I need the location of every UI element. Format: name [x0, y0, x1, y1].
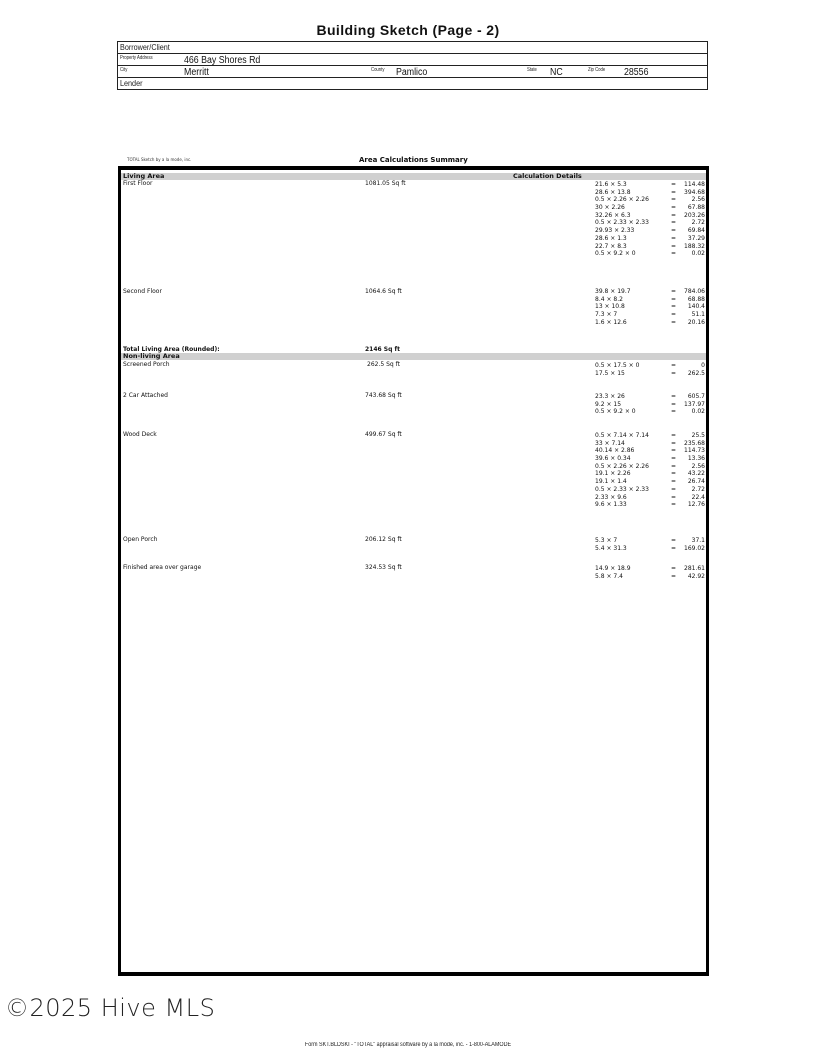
calc-result: 114.73 — [684, 447, 705, 455]
non-living-area-header: Non-living Area — [123, 352, 180, 360]
calc-list — [595, 181, 706, 258]
calc-eq: = — [671, 196, 677, 204]
calc-result: 37.1 — [691, 537, 705, 544]
calculation-details-header: Calculation Details — [513, 172, 582, 180]
calc-eq: = — [671, 537, 677, 544]
area-value: 262.5 Sq ft — [367, 361, 400, 368]
address-value: 466 Bay Shores Rd — [184, 55, 261, 66]
calc-result: 25.5 — [691, 432, 705, 439]
calc-expr: 1.6 × 12.6 — [595, 318, 627, 326]
calc-eq: = — [671, 455, 677, 463]
calc-eq: = — [671, 242, 677, 250]
calc-result: 203.26 — [684, 211, 705, 219]
calc-expr: 29.93 × 2.33 — [595, 227, 635, 235]
calc-eq: = — [671, 462, 677, 470]
calc-line — [595, 573, 706, 581]
calc-result: 140.4 — [687, 303, 705, 311]
calc-result: 20.16 — [687, 318, 705, 326]
calc-line — [595, 311, 706, 319]
calc-result: 68.88 — [687, 295, 705, 303]
calc-eq: = — [671, 369, 677, 377]
calc-result: 13.36 — [687, 455, 705, 463]
lender-row — [118, 78, 707, 89]
calc-line — [595, 296, 706, 304]
calc-expr: 19.1 × 2.26 — [595, 470, 631, 478]
calc-line — [595, 235, 706, 243]
calc-expr: 0.5 × 2.33 × 2.33 — [595, 219, 649, 227]
calc-result: 137.97 — [684, 400, 705, 408]
total-living-label: Total Living Area (Rounded): — [123, 346, 220, 353]
calc-result: 2.56 — [691, 462, 705, 470]
calc-expr: 39.6 × 0.34 — [595, 455, 631, 463]
calc-result: 114.48 — [684, 181, 705, 188]
calc-expr: 40.14 × 2.86 — [595, 447, 635, 455]
calc-expr: 0.5 × 9.2 × 0 — [595, 408, 636, 416]
calc-line — [595, 362, 706, 370]
calc-expr: 32.26 × 6.3 — [595, 211, 631, 219]
area-label: Open Porch — [123, 536, 158, 543]
sketch-credit: TOTAL Sketch by a la mode, inc. — [127, 157, 192, 162]
county-value: Pamlico — [396, 67, 428, 78]
calc-result: 235.68 — [684, 439, 705, 447]
calc-line — [595, 565, 706, 573]
calc-expr: 0.5 × 2.26 × 2.26 — [595, 462, 649, 470]
address-row — [118, 54, 707, 66]
calc-eq: = — [671, 288, 677, 295]
calc-expr: 2.33 × 9.6 — [595, 493, 627, 501]
calc-expr: 21.6 × 5.3 — [595, 181, 627, 188]
calc-line — [595, 227, 706, 235]
calc-expr: 0.5 × 7.14 × 7.14 — [595, 432, 649, 439]
calc-list — [595, 432, 706, 509]
calc-expr: 5.8 × 7.4 — [595, 572, 623, 580]
calc-expr: 19.1 × 1.4 — [595, 478, 627, 486]
calc-line — [595, 537, 706, 545]
calc-result: 169.02 — [684, 544, 705, 552]
calc-expr: 22.7 × 8.3 — [595, 242, 627, 250]
calc-eq: = — [671, 432, 677, 439]
calc-expr: 30 × 2.26 — [595, 204, 625, 212]
city-row — [118, 66, 707, 78]
calc-eq: = — [671, 485, 677, 493]
calc-list — [595, 393, 706, 416]
calc-eq: = — [671, 501, 677, 509]
calc-expr: 23.3 × 26 — [595, 393, 625, 400]
calc-result: 2.72 — [691, 219, 705, 227]
calc-eq: = — [671, 439, 677, 447]
area-value: 1064.6 Sq ft — [365, 288, 402, 295]
calc-expr: 0.5 × 2.33 × 2.33 — [595, 485, 649, 493]
living-area-header: Living Area — [123, 172, 165, 180]
non-living-area-band — [121, 353, 706, 360]
calc-result: 67.88 — [687, 204, 705, 212]
calc-list — [595, 362, 706, 377]
calc-eq: = — [671, 188, 677, 196]
area-value: 324.53 Sq ft — [365, 564, 402, 571]
state-label: State — [527, 67, 537, 73]
mls-watermark: ©2025 Hive MLS — [5, 994, 216, 1022]
calc-expr: 28.6 × 1.3 — [595, 234, 627, 242]
calc-line — [595, 181, 706, 189]
calc-result: 262.5 — [687, 369, 705, 377]
calc-expr: 5.3 × 7 — [595, 537, 618, 544]
calc-result: 281.61 — [684, 565, 705, 572]
zip-label: Zip Code — [588, 67, 606, 73]
calc-line — [595, 440, 706, 448]
address-label: Property Address — [120, 55, 153, 61]
calc-line — [595, 370, 706, 378]
borrower-row — [118, 42, 707, 54]
calc-line — [595, 486, 706, 494]
calc-eq: = — [671, 311, 677, 319]
property-header — [117, 41, 708, 90]
area-value: 1081.05 Sq ft — [365, 180, 406, 187]
calc-eq: = — [671, 565, 677, 572]
calc-line — [595, 463, 706, 471]
calc-line — [595, 196, 706, 204]
calc-eq: = — [671, 544, 677, 552]
total-living-value: 2146 Sq ft — [365, 346, 400, 353]
area-label: First Floor — [123, 180, 153, 187]
calc-line — [595, 189, 706, 197]
area-value: 206.12 Sq ft — [365, 536, 402, 543]
page-title: Building Sketch (Page - 2) — [316, 22, 500, 38]
calc-result: 394.68 — [684, 188, 705, 196]
calc-expr: 14.9 × 18.9 — [595, 565, 631, 572]
calc-eq: = — [671, 362, 677, 369]
calc-expr: 28.6 × 13.8 — [595, 188, 631, 196]
calc-result: 2.72 — [691, 485, 705, 493]
summary-title: Area Calculations Summary — [359, 156, 468, 164]
calc-expr: 39.8 × 19.7 — [595, 288, 631, 295]
calc-line — [595, 288, 706, 296]
calc-line — [595, 212, 706, 220]
calc-line — [595, 447, 706, 455]
zip-value: 28556 — [624, 67, 649, 78]
calc-eq: = — [671, 447, 677, 455]
calc-line — [595, 545, 706, 553]
calc-expr: 7.3 × 7 — [595, 311, 618, 319]
calc-expr: 33 × 7.14 — [595, 439, 625, 447]
calc-line — [595, 250, 706, 258]
calc-eq: = — [671, 227, 677, 235]
calc-expr: 5.4 × 31.3 — [595, 544, 627, 552]
area-label: Wood Deck — [123, 431, 157, 438]
calc-result: 784.06 — [684, 288, 705, 295]
calc-eq: = — [671, 470, 677, 478]
calc-result: 0.02 — [691, 408, 705, 416]
calc-line — [595, 501, 706, 509]
calc-eq: = — [671, 211, 677, 219]
calc-eq: = — [671, 204, 677, 212]
calc-eq: = — [671, 478, 677, 486]
living-area-band — [121, 173, 706, 180]
area-label: Finished area over garage — [123, 564, 202, 571]
calc-eq: = — [671, 393, 677, 400]
city-value: Merritt — [184, 67, 209, 78]
calc-line — [595, 219, 706, 227]
calc-line — [595, 432, 706, 440]
calc-expr: 0.5 × 17.5 × 0 — [595, 362, 640, 369]
calc-line — [595, 401, 706, 409]
calc-line — [595, 303, 706, 311]
calc-eq: = — [671, 400, 677, 408]
calc-expr: 9.6 × 1.33 — [595, 501, 627, 509]
calc-result: 12.76 — [687, 501, 705, 509]
calc-eq: = — [671, 219, 677, 227]
calc-expr: 13 × 10.8 — [595, 303, 625, 311]
calc-result: 42.92 — [687, 572, 705, 580]
calc-eq: = — [671, 234, 677, 242]
calc-line — [595, 319, 706, 327]
calc-expr: 0.5 × 2.26 × 2.26 — [595, 196, 649, 204]
area-label: 2 Car Attached — [123, 392, 168, 399]
calc-result: 0 — [701, 362, 705, 369]
calc-line — [595, 470, 706, 478]
calc-eq: = — [671, 181, 677, 188]
calc-result: 188.32 — [684, 242, 705, 250]
calc-line — [595, 393, 706, 401]
calc-result: 22.4 — [691, 493, 705, 501]
calc-expr: 8.4 × 8.2 — [595, 295, 623, 303]
area-value: 743.68 Sq ft — [365, 392, 402, 399]
calc-list — [595, 565, 706, 580]
calc-line — [595, 243, 706, 251]
calc-eq: = — [671, 318, 677, 326]
calc-expr: 0.5 × 9.2 × 0 — [595, 250, 636, 258]
calc-line — [595, 204, 706, 212]
calc-eq: = — [671, 572, 677, 580]
calc-list — [595, 288, 706, 326]
calc-line — [595, 408, 706, 416]
calc-eq: = — [671, 250, 677, 258]
borrower-label: Borrower/Client — [120, 42, 170, 52]
calc-result: 26.74 — [687, 478, 705, 486]
calc-result: 43.22 — [687, 470, 705, 478]
calc-eq: = — [671, 303, 677, 311]
calc-eq: = — [671, 493, 677, 501]
area-calculations-box — [118, 166, 709, 976]
county-label: County — [371, 67, 385, 73]
area-label: Screened Porch — [123, 361, 170, 368]
lender-label: Lender — [120, 78, 143, 88]
calc-list — [595, 537, 706, 552]
calc-expr: 9.2 × 15 — [595, 400, 622, 408]
area-label: Second Floor — [123, 288, 162, 295]
city-label: City — [120, 67, 128, 73]
calc-eq: = — [671, 408, 677, 416]
calc-result: 69.84 — [687, 227, 705, 235]
area-value: 499.67 Sq ft — [365, 431, 402, 438]
calc-line — [595, 455, 706, 463]
calc-expr: 17.5 × 15 — [595, 369, 625, 377]
form-footer: Form SKT.BLDSKI - "TOTAL" appraisal software by a la mode, inc. - 1-800-ALAMODE — [304, 1042, 512, 1048]
calc-eq: = — [671, 295, 677, 303]
calc-result: 605.7 — [687, 393, 705, 400]
calc-result: 51.1 — [691, 311, 705, 319]
calc-result: 37.29 — [687, 234, 705, 242]
state-value: NC — [550, 67, 563, 78]
calc-result: 0.02 — [691, 250, 705, 258]
calc-result: 2.56 — [691, 196, 705, 204]
calc-line — [595, 478, 706, 486]
calc-line — [595, 494, 706, 502]
